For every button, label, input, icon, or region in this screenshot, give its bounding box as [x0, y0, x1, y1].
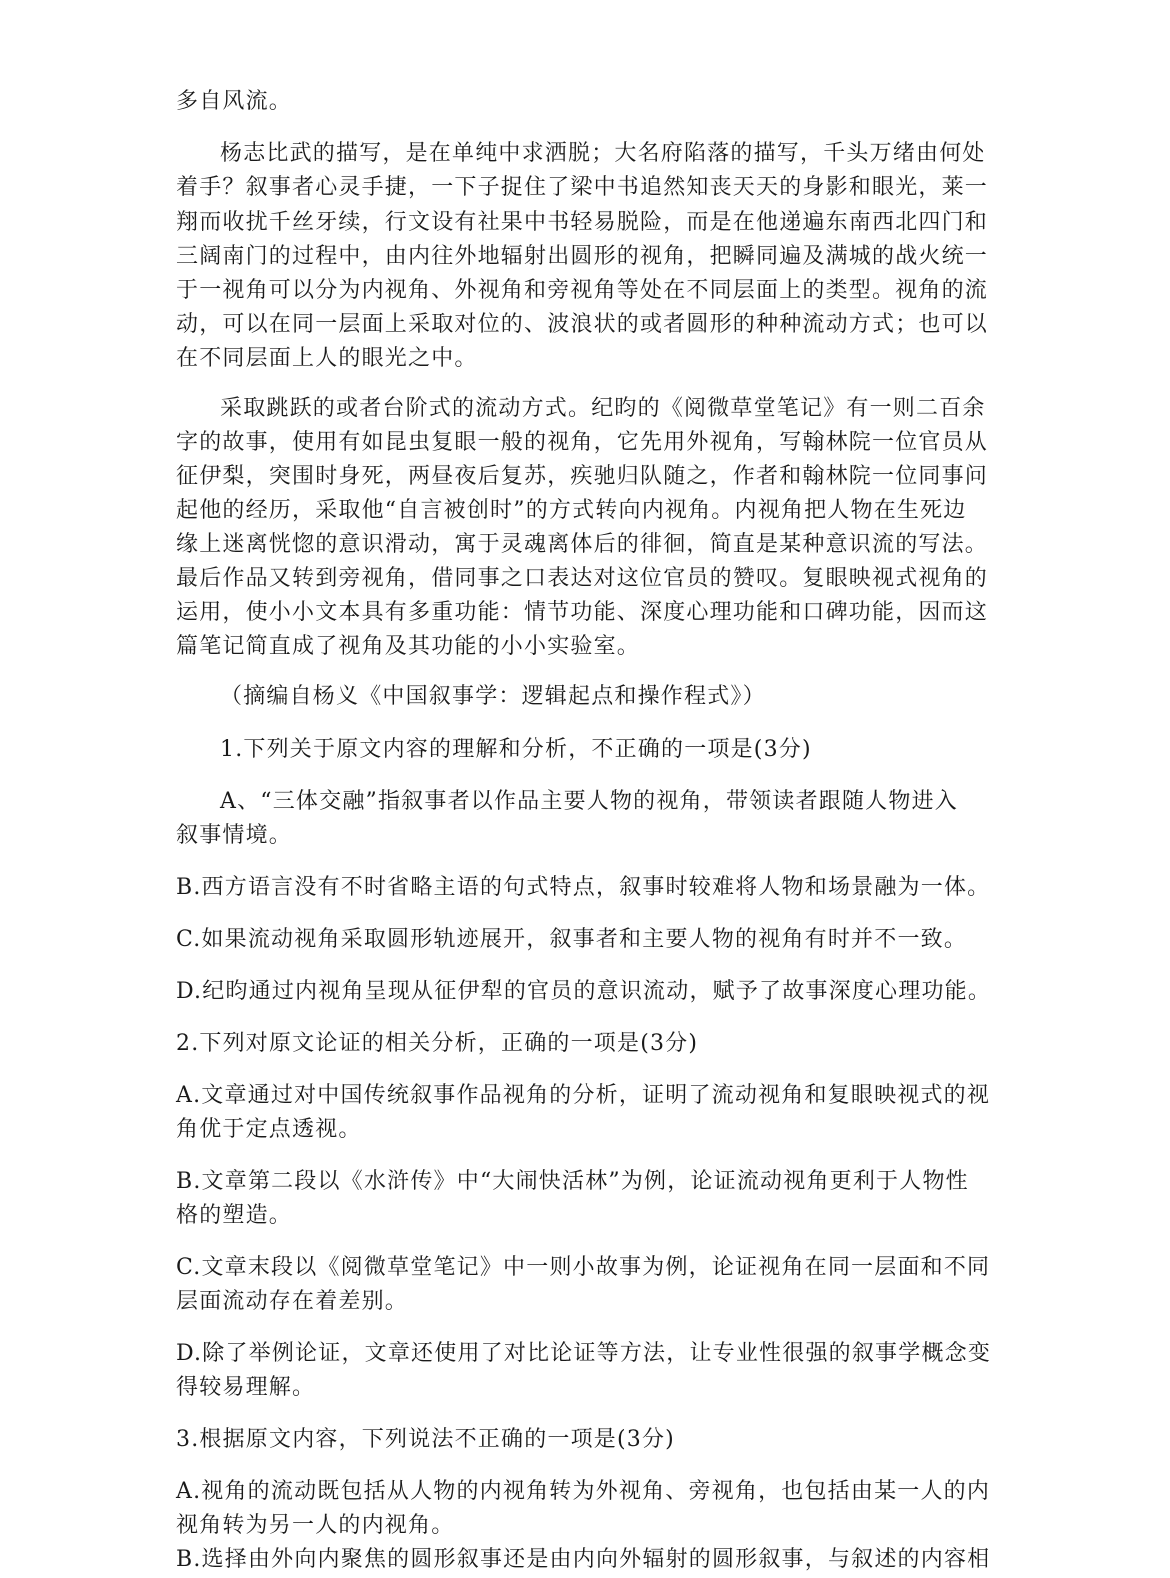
question-2: 2.下列对原文论证的相关分析，正确的一项是(3分): [176, 1031, 699, 1056]
text-line: 征伊梨，突围时身死，两昼夜后复苏，疾驰归队随之，作者和翰林院一位同事问: [176, 464, 989, 489]
text-line: 在不同层面上人的眼光之中。: [176, 346, 478, 371]
question-1-option-b: B.西方语言没有不时省略主语的句式特点，叙事时较难将人物和场景融为一体。: [176, 875, 991, 900]
text-line: 翔而收扰千丝牙续，行文设有社果中书轻易脱险，而是在他递遍东南西北四门和: [176, 210, 989, 235]
question-1-option-a: A、“三体交融”指叙事者以作品主要人物的视角，带领读者跟随人物进入: [220, 789, 958, 814]
question-3-option-a: A.视角的流动既包括从人物的内视角转为外视角、旁视角，也包括由某一人的内: [176, 1479, 991, 1504]
question-1-option-a-cont: 叙事情境。: [176, 823, 293, 848]
text-line: 着手？叙事者心灵手捷，一下子捉住了梁中书追然知丧天天的身影和眼光，莱一: [176, 175, 989, 200]
question-3-option-b: B.选择由外向内聚焦的圆形叙事还是由内向外辐射的圆形叙事，与叙述的内容相: [176, 1547, 991, 1572]
text-line: 最后作品又转到旁视角，借同事之口表达对这位官员的赞叹。复眼映视式视角的: [176, 566, 989, 591]
text-line: 多自风流。: [176, 89, 293, 114]
question-2-option-b: B.文章第二段以《水浒传》中“大闹快活林”为例，论证流动视角更利于人物性: [176, 1169, 969, 1194]
text-line: 于一视角可以分为内视角、外视角和旁视角等处在不同层面上的类型。视角的流: [176, 278, 989, 303]
question-1: 1.下列关于原文内容的理解和分析，不正确的一项是(3分): [220, 737, 812, 762]
text-line: 起他的经历，采取他“自言被创时”的方式转向内视角。内视角把人物在生死边: [176, 498, 967, 523]
text-line: 三阔南门的过程中，由内往外地辐射出圆形的视角，把瞬同遍及满城的战火统一: [176, 244, 989, 269]
source-citation: （摘编自杨义《中国叙事学：逻辑起点和操作程式》）: [220, 684, 766, 709]
question-2-option-a-cont: 角优于定点透视。: [176, 1117, 362, 1142]
question-2-option-c-cont: 层面流动存在着差别。: [176, 1289, 409, 1314]
question-3-option-a-cont: 视角转为另一人的内视角。: [176, 1513, 455, 1538]
text-line: 运用，使小小文本具有多重功能：情节功能、深度心理功能和口碑功能，因而这: [176, 600, 989, 625]
question-1-option-c: C.如果流动视角采取圆形轨迹展开，叙事者和主要人物的视角有时并不一致。: [176, 927, 968, 952]
text-line: 字的故事，使用有如昆虫复眼一般的视角，它先用外视角，写翰林院一位官员从: [176, 430, 989, 455]
question-2-option-b-cont: 格的塑造。: [176, 1203, 293, 1228]
text-line: 杨志比武的描写，是在单纯中求洒脱；大名府陷落的描写，千头万绪由何处: [220, 141, 986, 166]
text-line: 采取跳跃的或者台阶式的流动方式。纪昀的《阅微草堂笔记》有一则二百余: [220, 396, 986, 421]
question-2-option-d: D.除了举例论证，文章还使用了对比论证等方法，让专业性很强的叙事学概念变: [176, 1341, 992, 1366]
text-line: 动，可以在同一层面上采取对位的、波浪状的或者圆形的种种流动方式；也可以: [176, 312, 989, 337]
question-2-option-a: A.文章通过对中国传统叙事作品视角的分析，证明了流动视角和复眼映视式的视: [176, 1083, 991, 1108]
question-1-option-d: D.纪昀通过内视角呈现从征伊犁的官员的意识流动，赋予了故事深度心理功能。: [176, 979, 992, 1004]
question-2-option-d-cont: 得较易理解。: [176, 1375, 316, 1400]
question-2-option-c: C.文章末段以《阅微草堂笔记》中一则小故事为例，论证视角在同一层面和不同: [176, 1255, 991, 1280]
text-line: 篇笔记简直成了视角及其功能的小小实验室。: [176, 634, 641, 659]
text-line: 缘上迷离恍惚的意识滑动，寓于灵魂离体后的徘徊，简直是某种意识流的写法。: [176, 532, 989, 557]
question-3: 3.根据原文内容，下列说法不正确的一项是(3分): [176, 1427, 675, 1452]
